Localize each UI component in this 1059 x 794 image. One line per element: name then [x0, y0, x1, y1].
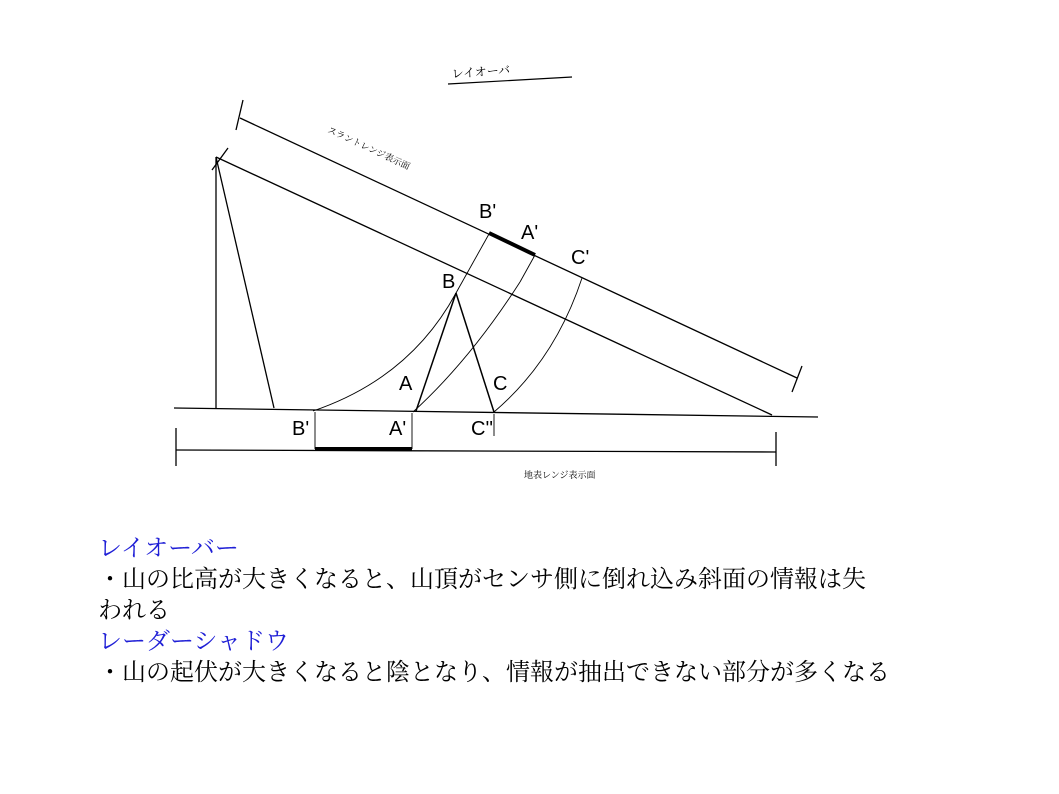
range-arc-b — [313, 293, 456, 411]
label-a-dprime: A' — [389, 418, 407, 440]
slant-axis-tick-start — [236, 100, 243, 130]
label-c-prime: C' — [571, 247, 590, 269]
diagram-title: レイオーバ — [451, 62, 511, 81]
slant-axis-tick-end — [792, 366, 802, 392]
label-b: B — [442, 271, 456, 293]
label-b-prime: B' — [479, 201, 497, 223]
slant-range-label: スラントレンジ表示面 — [325, 125, 412, 173]
layover-heading: レイオーバー — [98, 534, 239, 562]
near-ray — [216, 157, 274, 408]
explanation-text — [98, 533, 998, 688]
label-b-dprime: B' — [292, 418, 310, 440]
label-a-prime: A' — [521, 222, 539, 244]
mountain-slope-front — [416, 293, 456, 411]
mountain-slope-back — [456, 293, 494, 412]
ground-range-axis — [176, 450, 776, 452]
proj-a — [520, 255, 535, 282]
shadow-description: ・山の起伏が大きくなると陰となり、情報が抽出できない部分が多くなる — [98, 658, 890, 686]
proj-b — [456, 234, 489, 293]
layover-description-line2: われる — [98, 596, 170, 624]
label-a: A — [399, 373, 413, 395]
shadow-heading: レーダーシャドウ — [98, 627, 290, 655]
layover-description-line1: ・山の比高が大きくなると、山頂がセンサ側に倒れ込み斜面の情報は失 — [98, 565, 866, 593]
ground-range-label: 地表レンジ表示面 — [524, 471, 596, 481]
label-c: C — [493, 373, 508, 395]
ground-line — [174, 408, 818, 417]
label-c-dprime: C'' — [471, 418, 494, 440]
